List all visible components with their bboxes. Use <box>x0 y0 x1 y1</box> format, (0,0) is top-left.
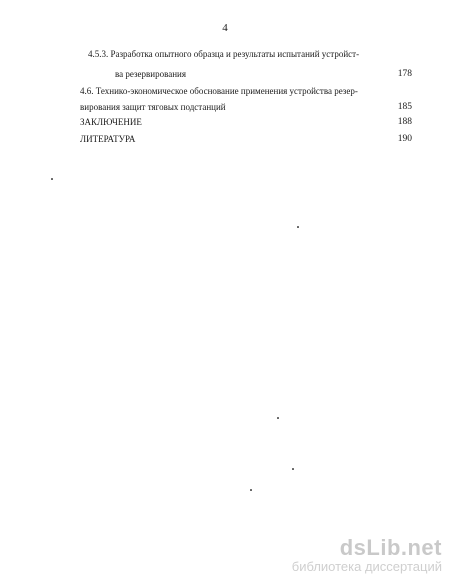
watermark-brand: dsLib.net <box>339 535 442 560</box>
toc-entry-literature-page: 190 <box>397 134 412 144</box>
scan-speck <box>250 489 252 491</box>
scan-speck <box>292 468 294 470</box>
page-number: 4 <box>222 22 228 34</box>
scan-speck <box>277 417 279 419</box>
toc-entry-4-6-line1: 4.6. Технико-экономическое обоснование применения устройства резер- <box>80 86 358 96</box>
toc-entry-conclusion: ЗАКЛЮЧЕНИЕ <box>80 117 142 127</box>
toc-entry-conclusion-page: 188 <box>397 117 412 127</box>
watermark-subtitle: библиотека диссертаций <box>291 559 442 574</box>
toc-entry-4-5-3-page: 178 <box>397 69 412 79</box>
toc-entry-4-5-3-line2: ва резервирования <box>115 69 186 79</box>
toc-entry-4-5-3-line1: 4.5.3. Разработка опытного образца и результаты испытаний устройст- <box>88 49 360 59</box>
toc-entry-4-6-line2: вирования защит тяговых подстанций <box>80 102 226 112</box>
toc-entry-4-6-page: 185 <box>397 102 412 112</box>
watermark-logo <box>292 537 442 574</box>
scan-speck <box>297 226 299 228</box>
toc-entry-literature: ЛИТЕРАТУРА <box>80 134 136 144</box>
scan-speck <box>51 178 53 180</box>
